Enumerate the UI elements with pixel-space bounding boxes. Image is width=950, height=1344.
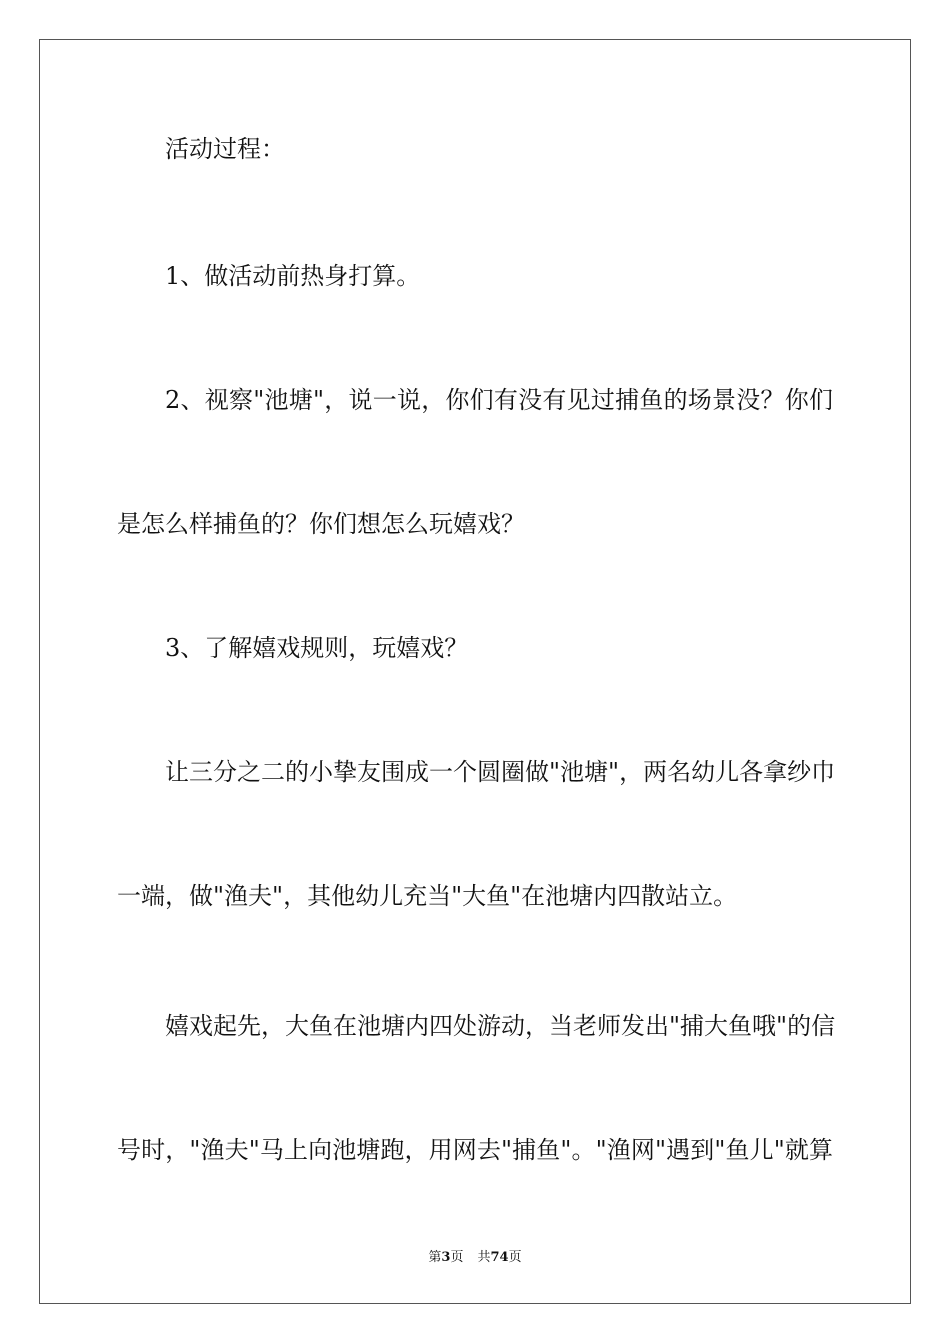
footer-total-prefix: 共 <box>477 1250 491 1265</box>
paragraph-line-9: 号时，"渔夫"马上向池塘跑，用网去"捕鱼"。"渔网"遇到"鱼儿"就算 <box>117 1136 833 1164</box>
paragraph-line-2: 1、做活动前热身打算。 <box>165 262 421 290</box>
paragraph-line-7: 一端，做"渔夫"，其他幼儿充当"大鱼"在池塘内四散站立。 <box>117 882 738 910</box>
footer-total-pages: 74 <box>490 1250 509 1265</box>
footer-total-suffix: 页 <box>508 1250 522 1265</box>
footer-page-current: 3 <box>441 1250 451 1265</box>
paragraph-line-8: 嬉戏起先，大鱼在池塘内四处游动，当老师发出"捕大鱼哦"的信 <box>165 1012 836 1040</box>
paragraph-line-3: 2、视察"池塘"，说一说，你们有没有见过捕鱼的场景没？你们 <box>165 386 833 414</box>
paragraph-line-1: 活动过程： <box>165 135 285 163</box>
paragraph-line-6: 让三分之二的小挚友围成一个圆圈做"池塘"，两名幼儿各拿纱巾 <box>165 758 836 786</box>
paragraph-line-4: 是怎么样捕鱼的？你们想怎么玩嬉戏？ <box>117 510 525 538</box>
footer-page-suffix: 页 <box>450 1250 464 1265</box>
page-border <box>39 39 911 1304</box>
paragraph-line-5: 3、了解嬉戏规则，玩嬉戏？ <box>165 634 469 662</box>
footer-page-prefix: 第 <box>428 1250 442 1265</box>
page-footer <box>0 1246 950 1265</box>
